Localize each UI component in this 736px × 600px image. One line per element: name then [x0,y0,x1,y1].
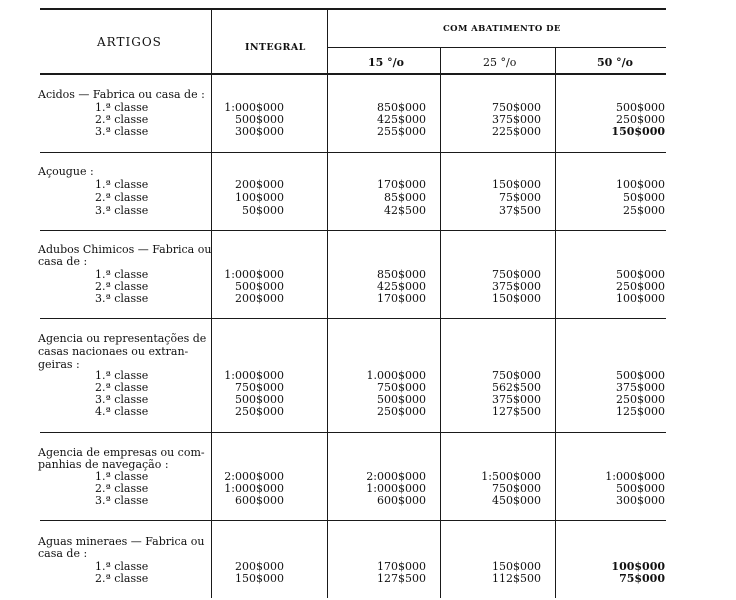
value-integral: 200$000 [235,178,284,191]
value-50: 75$000 [619,572,665,585]
value-15: 1.000$000 [366,369,426,382]
value-25: 450$000 [492,494,541,507]
value-50: 150$000 [611,125,665,138]
value-15: 170$000 [377,292,426,305]
section-divider [40,318,666,319]
article-title: Agencia de empresas ou com- [38,446,205,459]
value-15: 850$000 [377,101,426,114]
class-label: 3.ª classe [95,204,149,217]
value-50: 250$000 [616,280,665,293]
value-25: 750$000 [492,101,541,114]
value-50: 250$000 [616,393,665,406]
value-integral: 50$000 [242,204,284,217]
value-integral: 600$000 [235,494,284,507]
class-label: 3.ª classe [95,393,149,406]
article-title: Açougue : [38,165,94,178]
value-15: 850$000 [377,268,426,281]
value-integral: 100$000 [235,191,284,204]
class-label: 2.ª classe [95,381,149,394]
value-15: 42$500 [384,204,426,217]
header-abatimento: COM ABATIMENTO DE [443,24,561,34]
class-label: 4.ª classe [95,405,149,418]
section-divider [40,520,666,521]
value-integral: 500$000 [235,280,284,293]
value-25: 375$000 [492,113,541,126]
value-25: 37$500 [499,204,541,217]
column-divider [555,47,556,598]
article-title-continued: casa de : [38,547,88,560]
value-15: 170$000 [377,178,426,191]
value-50: 100$000 [611,560,665,573]
class-label: 3.ª classe [95,125,149,138]
value-50: 1:000$000 [605,470,665,483]
class-label: 2.ª classe [95,572,149,585]
article-title-continued: casas nacionaes ou extran- [38,345,189,358]
value-50: 250$000 [616,113,665,126]
value-integral: 500$000 [235,113,284,126]
value-25: 225$000 [492,125,541,138]
value-integral: 1:000$000 [224,101,284,114]
column-divider [327,8,328,598]
value-50: 500$000 [616,101,665,114]
class-label: 1.ª classe [95,369,149,382]
value-50: 500$000 [616,369,665,382]
value-integral: 150$000 [235,572,284,585]
value-integral: 300$000 [235,125,284,138]
header-artigos: ARTIGOS [97,35,162,49]
header-50-percent: 50 °/o [597,56,633,69]
value-15: 500$000 [377,393,426,406]
class-label: 1.ª classe [95,268,149,281]
value-50: 25$000 [623,204,665,217]
value-15: 170$000 [377,560,426,573]
value-15: 750$000 [377,381,426,394]
class-label: 1.ª classe [95,101,149,114]
value-25: 750$000 [492,268,541,281]
article-title: Agencia ou representações de [38,332,207,345]
column-divider [211,8,212,598]
value-25: 750$000 [492,482,541,495]
value-25: 1:500$000 [481,470,541,483]
value-integral: 1:000$000 [224,482,284,495]
value-15: 2:000$000 [366,470,426,483]
class-label: 2.ª classe [95,482,149,495]
value-integral: 750$000 [235,381,284,394]
value-50: 100$000 [616,178,665,191]
article-title: Aguas mineraes — Fabrica ou [38,535,205,548]
table-top-rule [40,8,666,10]
class-label: 3.ª classe [95,494,149,507]
value-50: 125$000 [616,405,665,418]
article-title-continued: panhias de navegação : [38,458,169,471]
value-25: 562$500 [492,381,541,394]
class-label: 1.ª classe [95,560,149,573]
header-25-percent: 25 °/o [483,56,517,69]
article-title-continued: geiras : [38,358,80,371]
value-15: 255$000 [377,125,426,138]
column-divider [440,47,441,598]
header-bottom-rule [40,73,666,75]
value-integral: 500$000 [235,393,284,406]
article-title: Adubos Chimicos — Fabrica ou [38,243,212,256]
value-25: 375$000 [492,280,541,293]
value-50: 500$000 [616,268,665,281]
class-label: 2.ª classe [95,113,149,126]
value-integral: 1:000$000 [224,268,284,281]
article-title: Acidos — Fabrica ou casa de : [38,88,205,101]
header-15-percent: 15 °/o [368,56,404,69]
value-50: 375$000 [616,381,665,394]
value-25: 150$000 [492,560,541,573]
value-25: 150$000 [492,178,541,191]
value-25: 75$000 [499,191,541,204]
value-25: 150$000 [492,292,541,305]
value-15: 1:000$000 [366,482,426,495]
section-divider [40,230,666,231]
section-divider [40,152,666,153]
value-15: 127$500 [377,572,426,585]
value-50: 100$000 [616,292,665,305]
value-50: 300$000 [616,494,665,507]
value-25: 127$500 [492,405,541,418]
class-label: 3.ª classe [95,292,149,305]
value-integral: 1:000$000 [224,369,284,382]
value-25: 112$500 [492,572,541,585]
class-label: 2.ª classe [95,280,149,293]
value-50: 50$000 [623,191,665,204]
value-15: 425$000 [377,113,426,126]
value-integral: 250$000 [235,405,284,418]
class-label: 1.ª classe [95,470,149,483]
class-label: 2.ª classe [95,191,149,204]
value-15: 250$000 [377,405,426,418]
value-15: 600$000 [377,494,426,507]
value-15: 85$000 [384,191,426,204]
section-divider [40,432,666,433]
value-25: 750$000 [492,369,541,382]
value-25: 375$000 [492,393,541,406]
value-15: 425$000 [377,280,426,293]
header-integral: INTEGRAL [245,42,306,53]
value-50: 500$000 [616,482,665,495]
value-integral: 200$000 [235,560,284,573]
abatimento-rule [327,47,666,48]
value-integral: 2:000$000 [224,470,284,483]
value-integral: 200$000 [235,292,284,305]
class-label: 1.ª classe [95,178,149,191]
article-title-continued: casa de : [38,255,88,268]
